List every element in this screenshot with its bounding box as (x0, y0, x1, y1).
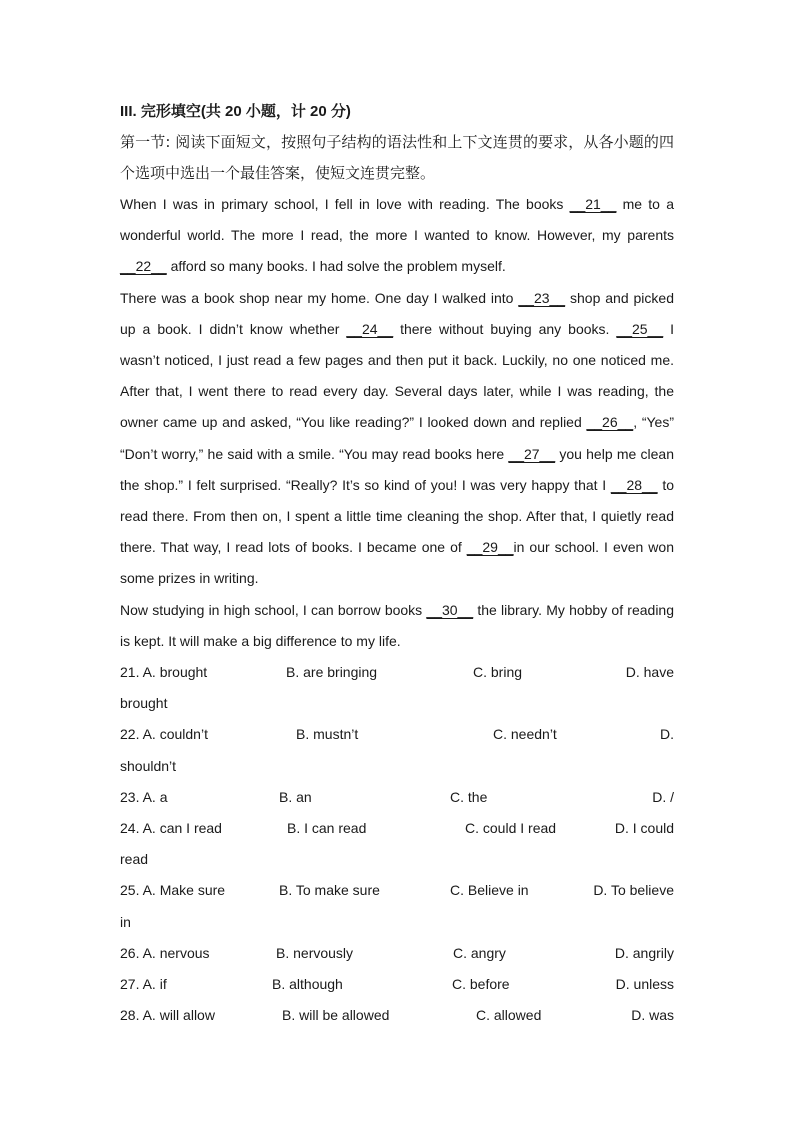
option-d: D. angrily (614, 944, 674, 961)
question-number: 22. (120, 726, 140, 743)
option-a-text: A. can I read (142, 820, 222, 837)
option-d: D. have (625, 664, 674, 681)
option-a (120, 938, 210, 969)
question-row (120, 969, 674, 1000)
option-d-continued: brought (120, 695, 168, 712)
option-b: B. an (279, 788, 312, 805)
option-c: C. the (450, 788, 488, 805)
question-number: 21. (120, 664, 140, 681)
option-a (120, 657, 207, 688)
option-d: D. I could (614, 820, 674, 837)
question-row (120, 1000, 674, 1031)
option-b: B. I can read (287, 820, 367, 837)
passage-text: in our school. I even won some prizes in writing. (120, 539, 674, 587)
question-number: 25. (120, 882, 140, 899)
option-d: D. (660, 726, 674, 743)
passage-paragraph-3 (120, 595, 674, 657)
question-row (120, 938, 674, 969)
passage-text: Now studying in high school, I can borrow books (120, 601, 427, 618)
option-c: C. could I read (465, 820, 557, 837)
option-b: B. To make sure (279, 882, 380, 899)
option-c: C. before (452, 975, 510, 992)
passage-text: me to a wonderful world. The more I read, the more I wanted to know. However, my parents (120, 196, 674, 244)
question-number: 27. (120, 975, 140, 992)
option-d: D. / (652, 788, 674, 805)
passage-text: There was a book shop near my home. One day I walked into (120, 289, 519, 306)
option-c: C. needn’t (493, 726, 557, 743)
passage (120, 189, 674, 657)
option-c: C. angry (453, 944, 506, 961)
question-row (120, 782, 674, 813)
option-a-text: A. brought (142, 664, 208, 681)
option-b: B. mustn’t (296, 726, 359, 743)
question-row (120, 719, 674, 781)
blank-27: __27__ (508, 445, 556, 462)
blank-25: __25__ (616, 320, 664, 337)
passage-paragraph-1 (120, 189, 674, 283)
question-number: 23. (120, 788, 140, 805)
option-a (120, 719, 208, 750)
option-d: D. unless (615, 975, 674, 992)
passage-text: to read there. From then on, I spent a little time cleaning the shop. After that, I quietly read there. That way, I read lots of books. I became one of (120, 476, 674, 556)
blank-23: __23__ (518, 289, 566, 306)
blank-22: __22__ (120, 258, 167, 275)
instruction-text: 第一节: 阅读下面短文，按照句子结构的语法性和上下文连贯的要求，从各小题的四个选项中选出一个最佳答案，使短文连贯完整。 (120, 133, 674, 182)
passage-text: When I was in primary school, I fell in love with reading. The books (120, 196, 570, 212)
option-a (120, 875, 225, 906)
blank-24: __24__ (346, 320, 394, 337)
option-a-text: A. couldn’t (142, 726, 208, 743)
passage-text: the library. My hobby of reading is kept. It will make a big difference to my life. (120, 601, 675, 649)
option-a-text: A. a (142, 788, 168, 805)
question-options (120, 657, 674, 1031)
option-b: B. although (272, 975, 343, 992)
passage-text: I wasn’t noticed, I just read a few pages and then put it back. Luckily, no one noticed me. After that, I went there to read every day. Several days later, while I was reading, the owner came up and asked, “You like reading?” I looked down and replied (120, 320, 675, 431)
blank-26: __26__ (586, 414, 634, 431)
option-d-continued: in (120, 913, 131, 930)
option-c: C. Believe in (450, 882, 529, 899)
option-a-text: A. if (142, 975, 167, 992)
blank-30: __30__ (426, 601, 474, 618)
question-number: 24. (120, 820, 140, 837)
option-b: B. will be allowed (282, 1007, 390, 1024)
exam-page (120, 96, 674, 1031)
question-number: 28. (120, 1007, 140, 1024)
passage-text: there without buying any books. (393, 320, 617, 337)
question-row (120, 657, 674, 719)
question-row (120, 875, 674, 937)
option-a-text: A. nervous (142, 944, 210, 961)
option-a (120, 782, 168, 813)
option-b: B. nervously (276, 944, 354, 961)
passage-text: , “Yes” “Don’t worry,” he said with a smile. “You may read books here (120, 414, 674, 462)
passage-paragraph-2 (120, 283, 674, 595)
option-d: D. To believe (593, 882, 674, 899)
option-a-text: A. will allow (142, 1007, 215, 1024)
passage-text: afford so many books. I had solve the problem myself. (166, 258, 506, 275)
option-c: C. allowed (476, 1007, 542, 1024)
blank-28: __28__ (610, 476, 658, 493)
option-c: C. bring (473, 664, 523, 681)
passage-text: you help me clean the shop.” I felt surprised. “Really? It’s so kind of you! I was very happy that I (120, 445, 674, 493)
blank-29: __29__ (466, 539, 514, 556)
option-d: D. was (631, 1007, 674, 1024)
option-d-continued: read (120, 851, 149, 868)
passage-text: shop and picked up a book. I didn’t know whether (120, 289, 674, 337)
question-number: 26. (120, 944, 140, 961)
question-row (120, 813, 674, 875)
option-a-text: A. Make sure (142, 882, 226, 899)
option-a (120, 1000, 215, 1031)
option-b: B. are bringing (286, 664, 378, 681)
option-d-continued: shouldn’t (120, 757, 177, 774)
option-a (120, 969, 167, 1000)
blank-21: __21__ (569, 196, 617, 212)
option-a (120, 813, 222, 844)
section-title: III. 完形填空(共 20 小题，计 20 分) (120, 103, 351, 120)
